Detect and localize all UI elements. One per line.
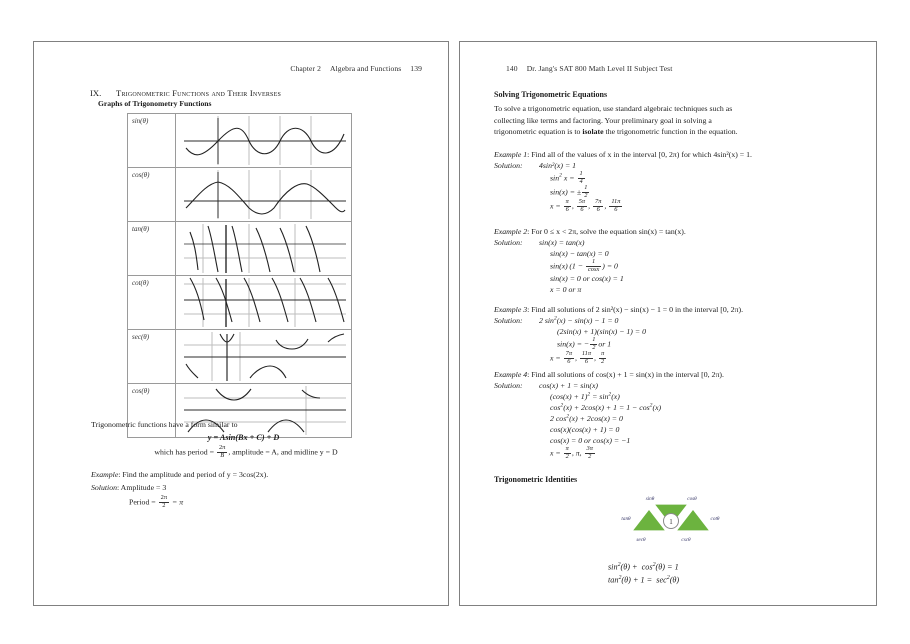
- example-1-step-3: sin(x) = ± $\frac{1}{2}$: [550, 184, 588, 199]
- example-4-step-7: x = $\frac{\pi}{2}$ , π, $\frac{3\pi}{2}$: [550, 445, 593, 460]
- hexagon-label-sec: secθ: [636, 537, 646, 543]
- left-solution-text: : Amplitude = 3: [117, 483, 167, 492]
- example-1-step-1: 4sin²(x) = 1: [539, 161, 577, 171]
- plot-sec: [176, 330, 352, 384]
- form-properties-pre: which has period =: [154, 447, 216, 457]
- hexagon-label-cos: cosθ: [687, 496, 697, 502]
- example-1-step-2: $\sin^2 x$ = $\frac{1}{4}$: [550, 170, 583, 185]
- section-title: Trigonometric Functions and Their Inverses: [116, 88, 281, 98]
- left-period-line: [129, 495, 183, 509]
- table-row: [128, 330, 352, 384]
- table-row: [128, 114, 352, 168]
- period-value-denominator: 2: [159, 502, 169, 510]
- left-running-head: [290, 64, 422, 73]
- right-page-number: 140: [506, 64, 518, 73]
- intro-paragraph-line-2: collecting like terms and factoring. Your preliminary goal in solving a: [494, 115, 712, 125]
- example-1-block: [494, 149, 752, 213]
- example-4-block: [494, 369, 724, 460]
- example-4-text: : Find all solutions of cos(x) + 1 = sin(x) in the interval [0, 2π).: [527, 370, 724, 379]
- period-label: Period =: [129, 497, 158, 507]
- section-subtitle: Graphs of Trigonometry Functions: [98, 99, 212, 108]
- trig-hexagon-diagram: [610, 490, 728, 561]
- left-example-text: : Find the amplitude and period of y = 3cos(2x).: [118, 470, 269, 479]
- example-4-step-6: cos(x) = 0 or cos(x) = −1: [550, 436, 631, 446]
- example-4-label: Example 4: [494, 370, 528, 379]
- example-1-solution-line-1: [494, 160, 752, 171]
- example-4-solution-label: Solution:: [494, 381, 523, 391]
- period-value-numerator: 2π: [160, 494, 168, 501]
- left-page: [33, 41, 449, 606]
- row-label-csc: cos(θ): [128, 384, 176, 438]
- left-running-head-title: Algebra and Functions: [330, 64, 402, 73]
- left-solution-label: Solution: [91, 483, 117, 492]
- identity-equation-1: $\sin^2(\theta) + \cos^2(\theta) = 1$: [608, 562, 679, 572]
- example-2-statement: [494, 226, 686, 237]
- period-result: = π: [170, 497, 184, 507]
- row-label-cos: cos(θ): [128, 168, 176, 222]
- isolate-emphasis: isolate: [582, 127, 604, 137]
- example-3-statement: [494, 304, 743, 315]
- form-properties-post: , amplitude = A, and midline y = D: [228, 447, 338, 457]
- example-1-statement: [494, 149, 752, 160]
- right-page: [459, 41, 877, 606]
- plot-cos: [176, 168, 352, 222]
- form-properties: [91, 445, 401, 459]
- table-row: [128, 168, 352, 222]
- left-example-label: Example: [91, 470, 119, 479]
- example-2-solution-line-1: [494, 237, 686, 248]
- example-2-step-1: sin(x) = tan(x): [539, 238, 585, 248]
- trigonometric-identities-heading: Trigonometric Identities: [494, 475, 578, 484]
- example-1-label: Example 1: [494, 150, 528, 159]
- hexagon-label-csc: cscθ: [681, 537, 691, 543]
- example-3-solution-label: Solution:: [494, 316, 523, 326]
- plot-cot: [176, 276, 352, 330]
- intro-paragraph-line-1: To solve a trigonometric equation, use standard algebraic techniques such as: [494, 104, 733, 113]
- intro-paragraph: [494, 103, 834, 138]
- example-3-step-2: (2sin(x) + 1)(sin(x) − 1) = 0: [557, 327, 646, 337]
- section-heading: [90, 88, 281, 98]
- period-fraction-numerator: 2π: [218, 444, 226, 451]
- trig-graph-table: [127, 113, 352, 438]
- right-running-head-title: Dr. Jang's SAT 800 Math Level II Subject Test: [526, 64, 673, 73]
- left-page-number: 139: [410, 64, 422, 73]
- table-row: [128, 222, 352, 276]
- example-4-step-3: $\cos^2(x) + 2\cos(x) + 1 = 1 - \cos^2(x)$: [550, 402, 662, 413]
- example-3-step-3: sin(x) = − $\frac{1}{2}$ or 1: [557, 336, 612, 351]
- example-2-step-4: sin(x) = 0 or cos(x) = 1: [550, 274, 624, 284]
- hexagon-center-label: 1: [669, 518, 673, 526]
- hexagon-label-tan: tanθ: [621, 516, 631, 522]
- example-3-text: : Find all solutions of 2 sin²(x) − sin(x) − 1 = 0 in the interval [0, 2π).: [527, 305, 744, 314]
- example-4-statement: [494, 369, 724, 380]
- example-2-text: : For 0 ≤ x < 2π, solve the equation sin(x) = tan(x).: [527, 227, 686, 236]
- row-label-tan: tan(θ): [128, 222, 176, 276]
- table-row: [128, 276, 352, 330]
- intro-line3-post: the trigonometric function in the equation.: [603, 127, 738, 137]
- example-3-solution-line-1: Solution: 2 $\sin^2(x) - \sin(x) - 1 = 0$: [494, 315, 619, 326]
- example-4-step-2: $(\cos(x) + 1)^2 = \sin^2(x)$: [550, 391, 620, 402]
- left-example: [91, 469, 268, 480]
- example-3-block: [494, 304, 743, 365]
- period-fraction: [217, 445, 227, 459]
- right-running-head: [506, 64, 672, 73]
- solving-trig-equations-heading: Solving Trigonometric Equations: [494, 90, 608, 99]
- row-label-sin: sin(θ): [128, 114, 176, 168]
- example-2-step-3: sin(x) (1 − $\frac{1}{\cos x}$ ) = 0: [550, 258, 618, 273]
- hexagon-label-cot: cotθ: [710, 516, 720, 522]
- hexagon-label-sin: sinθ: [645, 496, 655, 502]
- example-2-step-2: sin(x) − tan(x) = 0: [550, 249, 609, 259]
- example-1-solution-label: Solution:: [494, 161, 523, 171]
- example-2-label: Example 2: [494, 227, 528, 236]
- example-4-step-1: cos(x) + 1 = sin(x): [539, 381, 599, 391]
- example-4-step-4: 2 $\cos^2(x) + 2\cos(x) = 0$: [550, 413, 623, 424]
- example-1-text: : Find all of the values of x in the interval [0, 2π) for which 4sin²(x) = 1.: [527, 150, 752, 159]
- identity-equation-2: $\tan^2(\theta) + 1 = \sec^2(\theta)$: [608, 575, 680, 585]
- example-1-step-4: x = $\frac{\pi}{6}$ , $\frac{5\pi}{6}$ , $\frac{7\pi}{6}$ , $\frac{11\pi}{6}$: [550, 198, 621, 213]
- example-2-block: [494, 226, 686, 295]
- identity-equations: [608, 561, 679, 587]
- example-4-solution-line-1: [494, 380, 724, 391]
- example-2-solution-label: Solution:: [494, 238, 523, 248]
- row-label-sec: sec(θ): [128, 330, 176, 384]
- intro-line3-pre: trigonometric equation is to: [494, 127, 583, 137]
- intro-paragraph-line-3: [494, 126, 834, 138]
- general-form-equation: y = Asin(Bx + C) + D: [207, 433, 280, 442]
- period-fraction-denominator: B: [217, 452, 227, 460]
- example-4-step-5: cos(x)(cos(x) + 1) = 0: [550, 425, 620, 435]
- trig-form-intro: Trigonometric functions have a form similar to: [91, 420, 238, 429]
- row-label-cot: cot(θ): [128, 276, 176, 330]
- section-number: IX.: [90, 88, 102, 98]
- example-3-step-4: x = $\frac{7\pi}{6}$ , $\frac{11\pi}{6}$ , $\frac{\pi}{2}$: [550, 350, 605, 365]
- left-solution: [91, 482, 166, 493]
- plot-tan: [176, 222, 352, 276]
- example-3-label: Example 3: [494, 305, 528, 314]
- plot-sin: [176, 114, 352, 168]
- left-running-head-chapter: Chapter 2: [290, 64, 322, 73]
- example-2-step-5: x = 0 or π: [550, 285, 582, 295]
- period-value-fraction: [159, 495, 169, 509]
